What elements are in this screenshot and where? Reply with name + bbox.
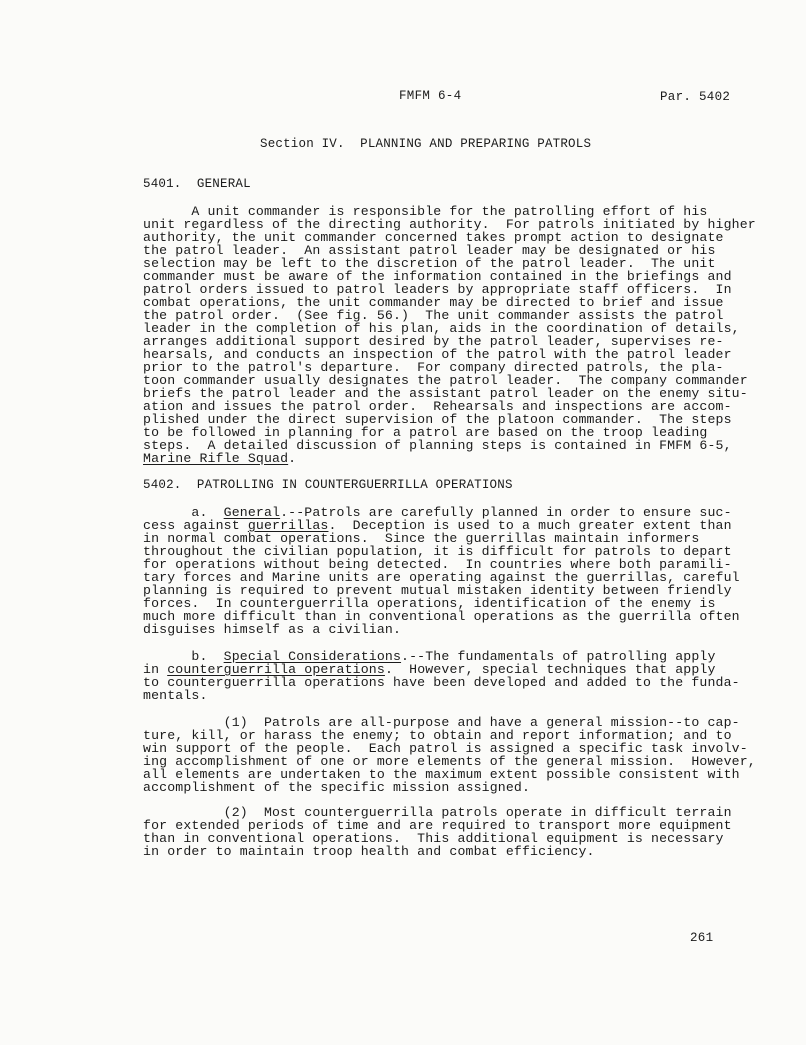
document-id: FMFM 6-4: [399, 89, 462, 103]
text-line: ation and issues the patrol order. Rehearsals and inspections are accom-: [143, 399, 732, 414]
heading-5401: 5401. GENERAL: [143, 177, 251, 191]
text-line: briefs the patrol leader and the assistant patrol leader on the enemy situ-: [143, 386, 748, 401]
text-line: (1) Patrols are all-purpose and have a general mission--to cap-: [143, 715, 740, 730]
text-segment: . However, special techniques that apply: [384, 662, 716, 677]
text-line: win support of the people. Each patrol is assigned a specific task involv-: [143, 741, 748, 756]
text-line: ture, kill, or harass the enemy; to obtain and report information; and to: [143, 728, 732, 743]
text-line: the patrol leader. An assistant patrol leader may be designated or his: [143, 243, 716, 258]
text-line: planning is required to prevent mutual mistaken identity between friendly: [143, 583, 732, 598]
section-title: Section IV. PLANNING AND PREPARING PATROLS: [260, 137, 592, 151]
page-number: 261: [690, 931, 714, 945]
paragraph-reference: Par. 5402: [660, 90, 731, 104]
text-line: prior to the patrol's departure. For company directed patrols, the pla-: [143, 360, 724, 375]
text-line: tary forces and Marine units are operating against the guerrillas, careful: [143, 570, 740, 585]
text-line: plished under the direct supervision of the platoon commander. The steps: [143, 412, 732, 427]
text-line: the patrol order. (See fig. 56.) The unit commander assists the patrol: [143, 308, 724, 323]
text-line: leader in the completion of his plan, aids in the coordination of details,: [143, 321, 740, 336]
text-line: steps. A detailed discussion of planning steps is contained in FMFM 6-5,: [143, 438, 732, 453]
text-segment: in: [143, 662, 168, 677]
text-line: patrol orders issued to patrol leaders by appropriate staff officers. In: [143, 282, 732, 297]
text-line: for extended periods of time and are required to transport more equipment: [143, 818, 732, 833]
text-line: (2) Most counterguerrilla patrols operate in difficult terrain: [143, 805, 732, 820]
text-line: forces. In counterguerrilla operations, identification of the enemy is: [143, 596, 716, 611]
text-line: toon commander usually designates the patrol leader. The company commander: [143, 373, 748, 388]
text-line: arranges additional support desired by the patrol leader, supervises re-: [143, 334, 724, 349]
text-line: unit regardless of the directing authority. For patrols initiated by higher: [143, 217, 756, 232]
subpara-label: b.: [143, 649, 224, 664]
text-line: commander must be aware of the information contained in the briefings and: [143, 269, 732, 284]
text-line: in normal combat operations. Since the guerrillas maintain informers: [143, 531, 700, 546]
text-line: in order to maintain troop health and combat efficiency.: [143, 844, 595, 859]
text-segment: . Deception is used to a much greater extent than: [328, 518, 732, 533]
underlined-term: counterguerrilla operations: [167, 662, 385, 677]
text-line: combat operations, the unit commander may be directed to brief and issue: [143, 295, 724, 310]
text-line: to be followed in planning for a patrol are based on the troop leading: [143, 425, 708, 440]
subpara-title: General: [223, 505, 281, 520]
subpara-title: Special Considerations: [223, 649, 402, 664]
text-line: authority, the unit commander concerned takes prompt action to designate: [143, 230, 724, 245]
text-line: ing accomplishment of one or more elements of the general mission. However,: [143, 754, 756, 769]
text-segment: .--Patrols are carefully planned in order to ensure suc-: [280, 505, 732, 520]
reference-end: .: [288, 451, 297, 466]
text-line: accomplishment of the specific mission assigned.: [143, 780, 531, 795]
text-line: for operations without being detected. In countries where both paramili-: [143, 557, 732, 572]
reference-title: Marine Rifle Squad: [143, 451, 289, 466]
text-line: selection may be left to the discretion of the patrol leader. The unit: [143, 256, 716, 271]
text-line: A unit commander is responsible for the patrolling effort of his: [143, 204, 708, 219]
text-segment: cess against: [143, 518, 248, 533]
text-line: much more difficult than in conventional operations as the guerrilla often: [143, 609, 740, 624]
heading-5402: 5402. PATROLLING IN COUNTERGUERRILLA OPERATIONS: [143, 478, 513, 492]
text-line: mentals.: [143, 688, 208, 703]
underlined-term: guerrillas: [247, 518, 329, 533]
text-line: throughout the civilian population, it is difficult for patrols to depart: [143, 544, 732, 559]
text-line: disguises himself as a civilian.: [143, 622, 402, 637]
text-line: to counterguerrilla operations have been developed and added to the funda-: [143, 675, 740, 690]
subpara-label: a.: [143, 505, 224, 520]
text-line: all elements are undertaken to the maximum extent possible consistent with: [143, 767, 740, 782]
text-line: hearsals, and conducts an inspection of the patrol with the patrol leader: [143, 347, 732, 362]
text-segment: .--The fundamentals of patrolling apply: [401, 649, 716, 664]
text-line: than in conventional operations. This additional equipment is necessary: [143, 831, 724, 846]
text-line: [143, 452, 296, 465]
